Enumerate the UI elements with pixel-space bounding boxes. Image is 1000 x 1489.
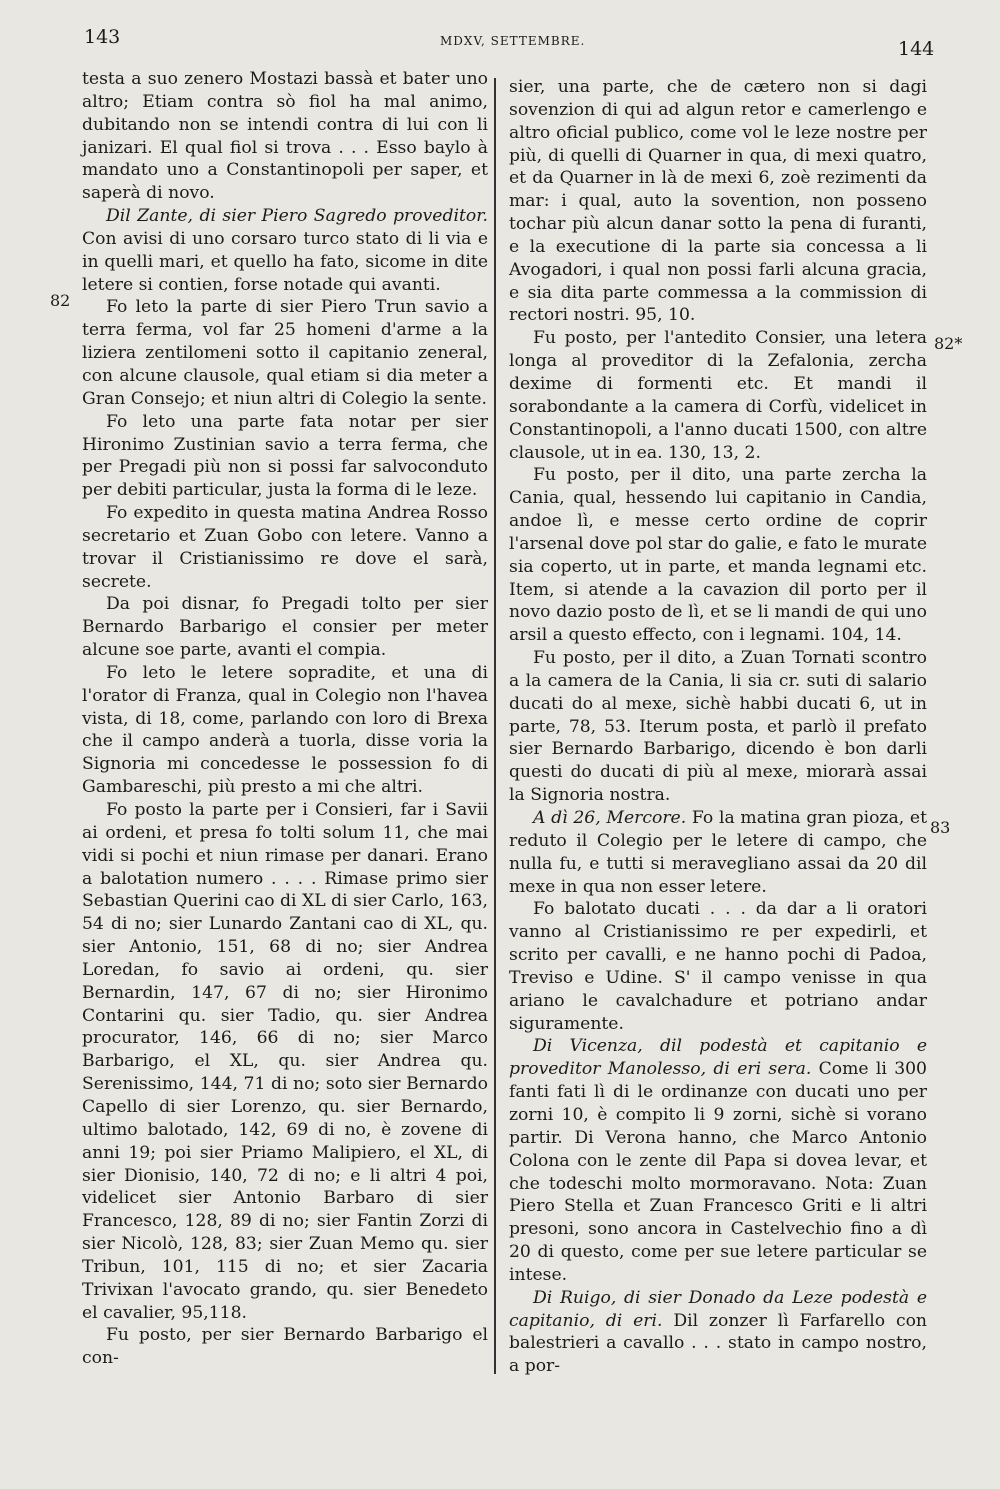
paragraph: Fu posto, per sier Bernardo Barbarigo el con-	[82, 1325, 488, 1369]
paragraph: Fo expedito in questa matina Andrea Rosso secretario et Zuan Gobo con letere. Vanno a trovar il Cristianissimo re dove el sarà, secrete.	[82, 503, 488, 592]
right-text-column	[509, 76, 927, 1378]
paragraph	[509, 1287, 927, 1378]
running-title: MDXV, SETTEMBRE.	[440, 34, 586, 48]
paragraph: Fo leto una parte fata notar per sier Hironimo Zustinian savio a terra ferma, che per Pregadi più non si possi far salvoconduto per debiti particular, justa la forma di le leze.	[82, 411, 488, 501]
paragraph-heading: Di Vicenza, dil podestà et capitanio e proveditor Manolesso, di eri sera.	[509, 1036, 927, 1080]
paragraph-text: Dil zonzer lì Farfarello con balestrieri a cavallo . . . stato in campo nostro, a por-	[509, 1310, 927, 1377]
margin-number-left: 82	[50, 291, 71, 310]
margin-number-right-1: 82*	[934, 334, 963, 353]
paragraph-text: Come li 300 fanti fati lì di le ordinanze con ducati uno per zorni 10, è compito li 9 zorni, sichè si vorano partir. Di Verona hanno, che Marco Antonio Colona con le zente dil Papa si dovea levar, et che todeschi molto mormoravano. Nota: Zuan Piero Stella et Zuan Francesco Griti e li altri presoni, sono ancora in Castelvechio fino a dì 20 di questo, come per sue letere particular se intese.	[509, 1059, 927, 1285]
paragraph: Fo leto la parte di sier Piero Trun savio a terra ferma, vol far 25 homeni d'arme a la liziera zentilomeni sotto il capitanio zeneral, con alcune clausole, qual etiam si dia meter a Gran Consejo; et niun altri di Colegio la sente.	[82, 297, 488, 409]
paragraph: Fu posto, per l'antedito Consier, una letera longa al proveditor di la Zefalonia, zercha dexime di formenti etc. Et mandi il sorabondante a la camera di Corfù, videlicet in Constantinopoli, a l'anno ducati 1500, con altre clausole, ut in ea. 130, 13, 2.	[509, 328, 927, 463]
paragraph: testa a suo zenero Mostazi bassà et bater uno altro; Etiam contra sò fiol ha mal animo, dubitando non se intendi contra di lui con li janizari. El qual fiol si trova . . . Esso baylo à mandato uno a Constantinopoli per saper, et saperà di novo.	[82, 69, 488, 204]
paragraph	[509, 807, 927, 898]
left-text-column	[82, 68, 488, 1370]
margin-number-right-2: 83	[930, 818, 951, 837]
paragraph-heading: A dì 26, Mercore.	[533, 808, 687, 828]
right-page-number: 144	[898, 38, 935, 60]
paragraph: Fo posto la parte per i Consieri, far i Savii ai ordeni, et presa fo tolti solum 11, che mai vidi si pochi et niun rimase per danari. Erano a balotation numero . . . . Rimase primo sier Sebastian Querini cao di XL di sier Carlo, 163, 54 di no; sier Lunardo Zantani cao di XL, qu. sier Antonio, 151, 68 di no; sier Andrea Loredan, fo savio ai ordeni, qu. sier Bernardin, 147, 67 di no; sier Hironimo Contarini qu. sier Tadio, qu. sier Andrea procurator, 146, 66 di no; sier Marco Barbarigo, el XL, qu. sier Andrea qu. Serenissimo, 144, 71 di no; soto sier Bernardo Capello di sier Lorenzo, qu. sier Bernardo, ultimo balotado, 142, 69 di no, è zovene di anni 19; poi sier Priamo Malipiero, el XL, di sier Dionisio, 140, 72 di no; e li altri 4 poi, videlicet sier Antonio Barbaro di sier Francesco, 128, 89 di no; sier Fantin Zorzi di sier Nicolò, 128, 83; sier Zuan Memo qu. sier Tribun, 101, 115 di no; et sier Zacaria Trivixan l'avocato grando, qu. sier Benedeto el cavalier, 95,118.	[82, 800, 488, 1323]
paragraph: Fu posto, per il dito, a Zuan Tornati scontro a la camera de la Cania, li sia cr. suti di salario ducati do al mexe, sichè habbi ducati 6, ut in parte, 78, 53. Iterum posta, et parlò il prefato sier Bernardo Barbarigo, dicendo è bon darli questi do ducati di più al mexe, miorarà assai la Signoria nostra.	[509, 648, 927, 806]
paragraph-heading: Dil Zante, di sier Piero Sagredo proveditor.	[106, 206, 488, 227]
paragraph: Fo leto le letere sopradite, et una di l'orator di Franza, qual in Colegio non l'havea vista, di 18, come, parlando con loro di Brexa che il campo anderà a tuorla, disse voria la Signoria mi concedesse le possession fo di Gambareschi, più presto a mi che altri.	[82, 662, 488, 798]
paragraph: Da poi disnar, fo Pregadi tolto per sier Bernardo Barbarigo el consier per meter alcune soe parte, avanti el compia.	[82, 594, 488, 661]
paragraph: Fo balotato ducati . . . da dar a li oratori vanno al Cristianissimo re per expedirli, et scrito per cavalli, e ne hanno pochi di Padoa, Treviso e Udine. S' il campo venisse in qua ariano le cavalchadure et potriano andar siguramente.	[509, 899, 927, 1034]
paragraph	[509, 1035, 927, 1286]
paragraph	[82, 205, 488, 296]
column-divider	[494, 78, 496, 1374]
paragraph-text: Fo la matina gran pioza, et reduto il Colegio per le letere di campo, che nulla fu, e tutti si meravegliano assai da 20 dil mexe in qua non esser letere.	[509, 808, 928, 897]
paragraph-heading: Di Ruigo, di sier Donado da Leze podestà e capitanio, di eri.	[509, 1287, 927, 1331]
left-page-number: 143	[84, 26, 121, 48]
paragraph: Fu posto, per il dito, una parte zercha la Cania, qual, hessendo lui capitanio in Candia, andoe lì, e messe certo ordine de coprir l'arsenal dove pol star do galie, e fato le murate sia coperto, ut in parte, et manda legnami etc. Item, si atende a la cavazion dil porto per il novo dazio posto de lì, et se li mandi de qui uno arsil a questo effecto, con i legnami. 104, 14.	[509, 465, 927, 646]
paragraph-text: Con avisi di uno corsaro turco stato di li via e in quelli mari, et quello ha fato, sicome in dite letere si contien, forse notade qui avanti.	[82, 228, 488, 295]
running-header	[0, 22, 1000, 62]
paragraph: sier, una parte, che de cætero non si dagi sovenzion di qui ad algun retor e camerlengo e altro oficial publico, come vol le leze nostre per più, di quelli di Quarner in qua, di mexi quatro, et da Quarner in là de mexi 6, zoè rezimenti da mar: i qual, auto la sovention, non posseno tochar più alcun danar sotto la pena di furanti, e la executione di la parte sia concessa a li Avogadori, i qual non possi farli alcuna gracia, e sia dita parte commessa a la commission di rectori nostri. 95, 10.	[509, 77, 927, 326]
